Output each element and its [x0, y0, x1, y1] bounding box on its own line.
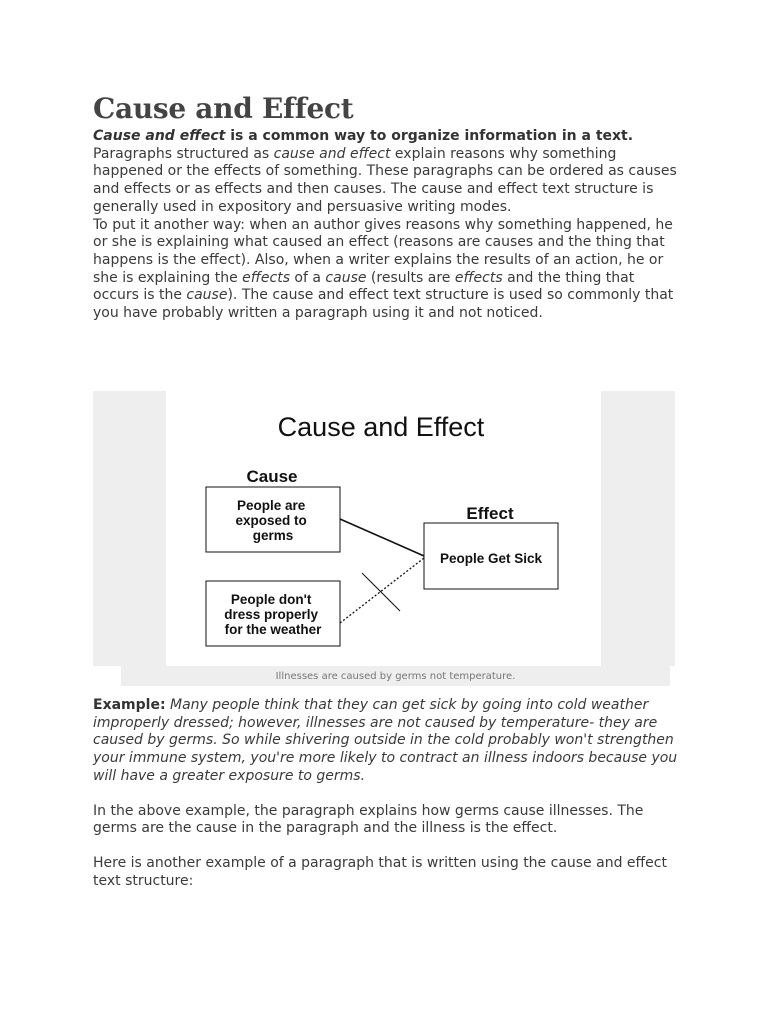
diagram-svg [166, 391, 601, 666]
cause1-line1: People are [236, 498, 306, 513]
p2-text-c: (results are [366, 269, 455, 286]
p2-em-effects-2: effects [454, 269, 503, 286]
diagram-title: Cause and Effect [277, 412, 485, 442]
cause1-line3: germs [252, 528, 294, 543]
p2-text-e: ). The cause and effect text structure is used so commonly that you have probably written a paragraph using it and not noticed. [93, 287, 674, 322]
cause-heading: Cause [246, 467, 298, 486]
example-explanation: In the above example, the paragraph explains how germs cause illnesses. The germs are the cause in the paragraph and the illness is the effect. [93, 802, 644, 837]
cause-effect-diagram [166, 391, 601, 666]
page-title: Cause and Effect [93, 92, 354, 125]
p2-text-a: To put it another way: when an author gives reasons why something happened, he or she is explaining what caused an effect (reasons are causes and the thing that happens is the effect). Also, when a writer explains the results of an action, he or she is explaining the [93, 216, 673, 286]
p2-text-d: and the thing that occurs is the [93, 269, 635, 304]
intro-text-a: Paragraphs structured as [93, 145, 274, 162]
p2-em-cause-2: cause [186, 287, 228, 304]
lead-emphasis: Cause and effect [93, 128, 226, 144]
cause2-line3: for the weather [224, 622, 322, 637]
example-label: Example: [93, 697, 166, 713]
cause-box-2-text [224, 592, 322, 637]
p2-em-effects: effects [242, 269, 290, 286]
example-paragraph [93, 697, 683, 786]
example-section [93, 697, 683, 890]
cause2-line1: People don't [230, 592, 312, 607]
example-text: Many people think that they can get sick by going into cold weather improperly dressed; however, illnesses are not caused by temperature- they are caused by germs. So while shivering outside in the cold probably won't strengthen your immune system, you're more likely to contract an illness indoors because you will have a greater exposure to germs. [93, 697, 678, 784]
intro-emphasis: cause and effect [273, 145, 391, 162]
article [93, 90, 683, 323]
figure-caption: Illnesses are caused by germs not temperature. [121, 666, 670, 686]
effect-box-text: People Get Sick [439, 551, 543, 566]
p2-text-b: of a [289, 269, 326, 286]
solid-connector [340, 519, 424, 556]
lead-rest: is a common way to organize information in a text. [225, 128, 634, 144]
cause1-line2: exposed to [235, 513, 307, 528]
intro-text-b: explain reasons why something happened or the effects of something. These paragraphs can be ordered as causes and effects or as effects and then causes. The cause and effect text structure is generally used in expository and persuasive writing modes. [93, 145, 677, 215]
second-paragraph [93, 217, 683, 323]
another-example-intro: Here is another example of a paragraph that is written using the cause and effect text structure: [93, 854, 667, 889]
figure-frame [93, 391, 675, 666]
p2-em-cause: cause [325, 269, 367, 286]
intro-paragraph [93, 128, 683, 217]
cause2-line2: dress properly [224, 607, 319, 622]
effect-heading: Effect [466, 504, 514, 523]
